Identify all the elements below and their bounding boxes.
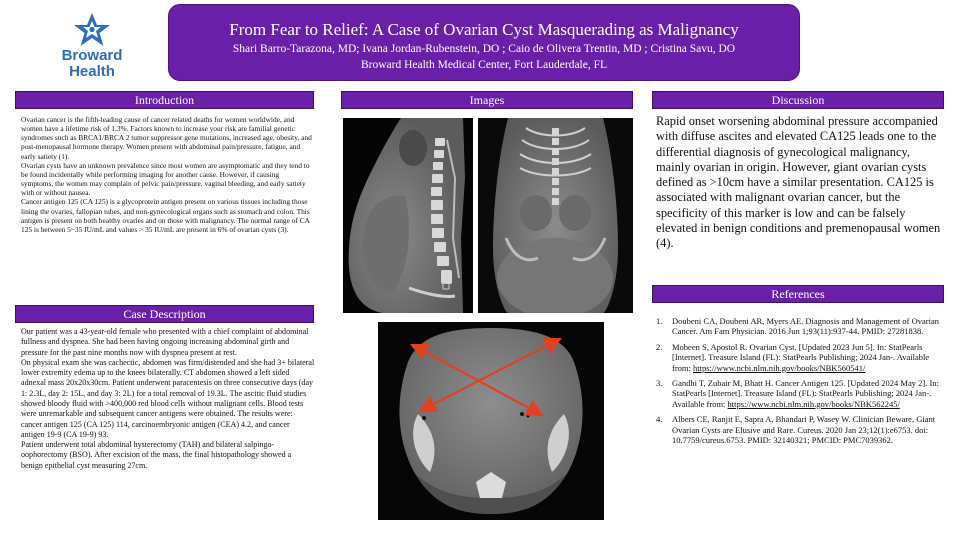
reference-link[interactable]: https://www.ncbi.nlm.nih.gov/books/NBK562245/ [727, 398, 900, 409]
logo-text-line2: Health [69, 63, 115, 80]
introduction-text [21, 115, 313, 234]
discussion-text: Rapid onset worsening abdominal pressure accompanied with diffuse ascites and elevated CA125 leads one to the differential diagnosis of gynecological malignancy, mainly ovarian in origin. However, giant ovarian cysts defined as >10cm have a similar presentation. CA125 is associated with malignant ovarian cancer, but the specificity of this marker is low and can be falsely elevated in benign conditions and premenopausal women (4). [656, 114, 941, 251]
star-logo-icon [72, 12, 112, 48]
discussion-header: Discussion [652, 91, 944, 109]
case-paragraph-3: Patient underwent total abdominal hysterectomy (TAH) and bilateral salpingo-oophorectomy (BSO). After excision of the mass, the final histopathology showed a benign epithelial cyst measuring 27cm. [21, 440, 292, 470]
title-banner [168, 4, 800, 81]
institution: Broward Health Medical Center, Fort Lauderdale, FL [360, 59, 608, 71]
introduction-header: Introduction [15, 91, 314, 109]
reference-item: 1. Doubeni CA, Doubeni AR, Myers AE. Diagnosis and Management of Ovarian Cancer. Am Fam Physician. 2016 Jun 1;93(11):937-44. PMID: 27281838. [656, 316, 939, 337]
axial-ct-image [378, 322, 604, 520]
sagittal-ct-image [343, 118, 473, 313]
authors: Shari Barro-Tarazona, MD; Ivana Jordan-Rubenstein, DO ; Caio de Olivera Trentin, MD ; Cristina Savu, DO [232, 43, 736, 55]
reference-item: 4. Albers CE, Ranjit E, Sapra A, Bhandari P, Wasey W. Clinician Beware, Giant Ovarian Cysts are Elusive and Rare. Cureus. 2020 Jan 23;12(1):e6753. doi: 10.7759/cureus.6753. PMID: 32140321; PMCID: PMC7039362. [656, 414, 936, 446]
intro-paragraph-3: Cancer antigen 125 (CA 125) is a glycoprotein antigen present on various tissues including those lining the ovaries, fallopian tubes, and non-gynecological organs such as stomach and colon. This antigen is present on both healthy ovaries and on those with malignancy. The normal range of CA 125 is between 5~35 IU/mL and values > 35 IU/mL are present in 6% of ovarian cysts (3). [21, 197, 310, 234]
logo-text-line1: Broward [61, 47, 123, 64]
reference-item: 3. Gandhi T, Zubair M, Bhatt H. Cancer Antigen 125. [Updated 2024 May 2]. In: StatPearls [Internet]. Treasure Island (FL): StatPearls Publishing; 2024 Jan-. Available from: https://www.ncbi.nlm.nih.gov/books/NBK562245/ [656, 378, 939, 409]
references-list [656, 316, 946, 450]
case-description-header: Case Description [15, 305, 314, 323]
case-description-text [21, 327, 315, 471]
reference-link[interactable]: https://www.ncbi.nlm.nih.gov/books/NBK560541/ [693, 362, 866, 373]
case-paragraph-1: Our patient was a 43-year-old female who presented with a chief complaint of abdominal fullness and dyspnea. She had been having ongoing increasing abdominal girth and pressure for the past nine months now with dyspnea present at rest. [21, 327, 309, 357]
reference-item: 2. Mobeen S, Apostol R. Ovarian Cyst. [Updated 2023 Jun 5]. In: StatPearls [Internet]. Treasure Island (FL): StatPearls Publishing; 2024 Jan-. Available from: https://www.ncbi.nlm.nih.gov/books/NBK560541/ [656, 341, 930, 373]
broward-health-logo [44, 12, 140, 82]
case-paragraph-2: On physical exam she was cachectic, abdomen was firm/distended and she had 3+ bilateral lower extremity edema up to the knees bilaterally. CT abdomen showed a left sided adnexal mass 20x20x30cm. Patient underwent paracentesis on three consecutive days (day 1: 2.3L, day 2: 15L, and day 3: 2L) for a total removal of 19.3L. The ascitic fluid studies showed bloody fluid with >400,000 red blood cells without malignant cells. Blood tests were unremarkable and subsequent cancer antigens were obtained. The results were: cancer antigen 125 (CA 125) 114, carcinoembryonic antigen (CEA) 4.2, and cancer antigen 19-9 (CA 19-9) 93. [21, 357, 315, 439]
intro-paragraph-2: Ovarian cysts have an unknown prevalence since most women are asymptomatic and they tend to be found incidentally while performing imaging for another cause. However, if causing symptoms, the women may complain of pelvic pain/pressure, vaginal bleeding, and early satiety with or without nausea. [21, 160, 310, 198]
images-header: Images [341, 91, 633, 109]
references-header: References [652, 285, 944, 303]
coronal-ct-image [478, 118, 633, 313]
intro-paragraph-1: Ovarian cancer is the fifth-leading cause of cancer related deaths for women worldwide, and women have a lifetime risk of 1.3%. Factors known to increase your risk are familial genetic syndromes such as BRCA1/BRCA 2 tumor suppressor gene mutations, increased age, obesity, and post-menopausal hormone therapy. Women present with abdominal pain/pressure, fatigue, and early satiety (1). [21, 115, 312, 161]
poster-title: From Fear to Relief: A Case of Ovarian Cyst Masquerading as Malignancy [229, 20, 739, 39]
